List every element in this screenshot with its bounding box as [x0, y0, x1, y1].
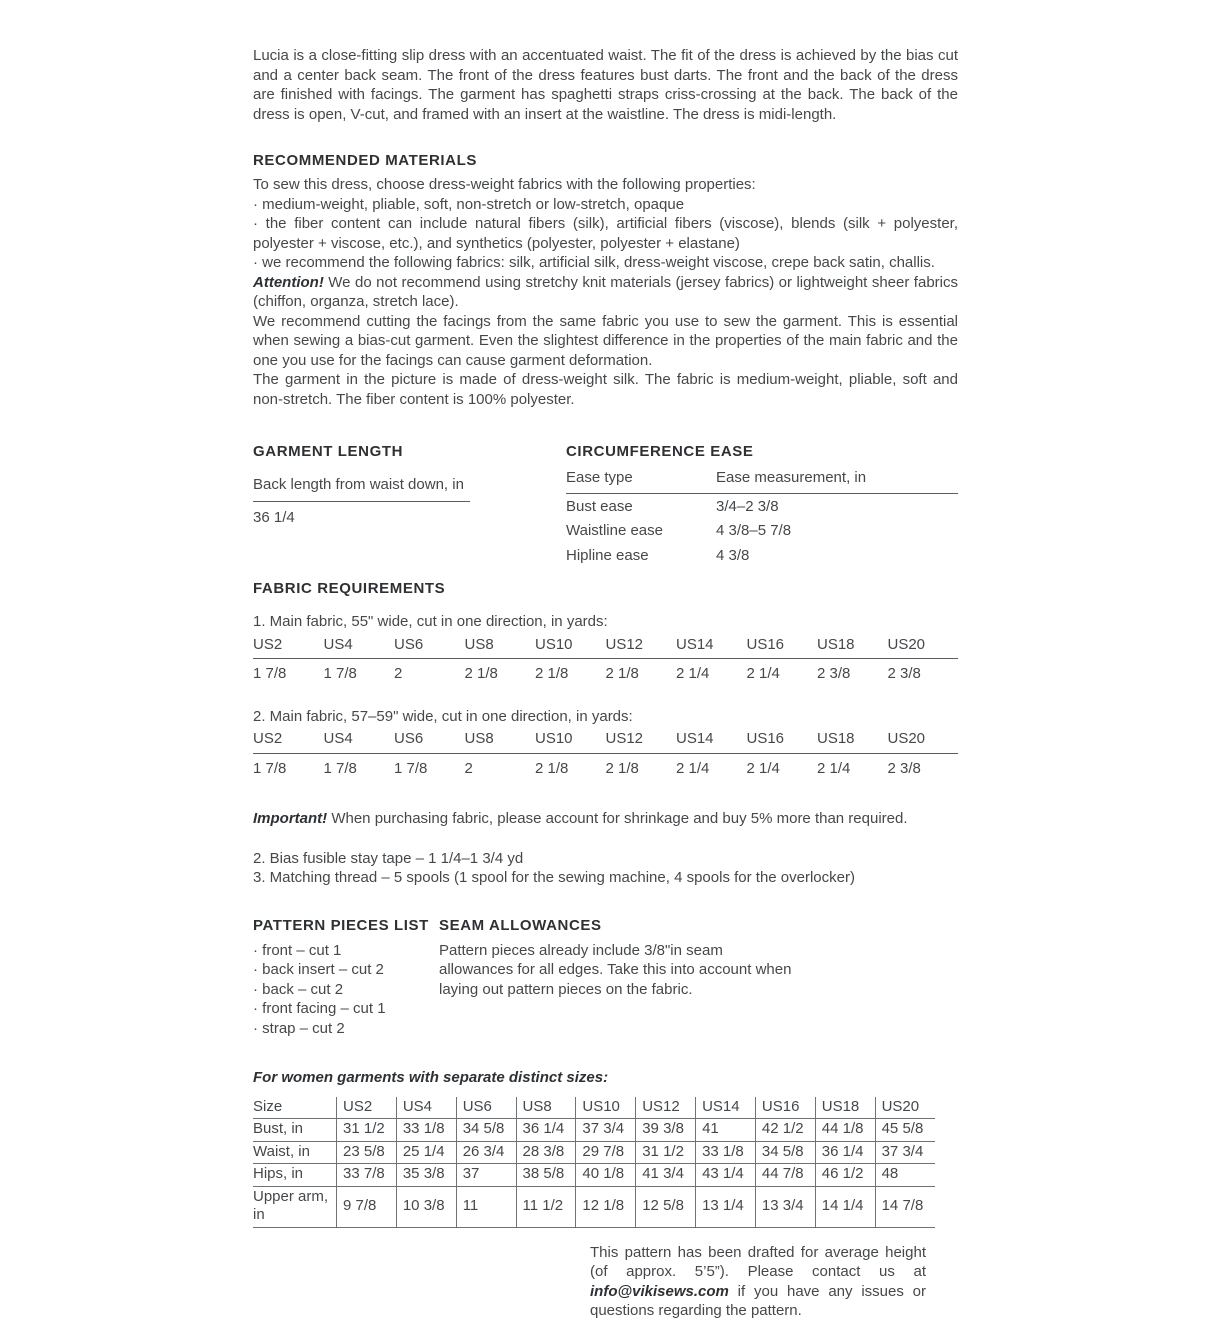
measurement-value: 36 1/4: [516, 1119, 576, 1142]
materials-paragraph: [253, 273, 958, 312]
measurement-value: 46 1/2: [815, 1164, 875, 1187]
important-text: When purchasing fabric, please account for shrinkage and buy 5% more than required.: [327, 810, 908, 827]
size-table-row-hips: [253, 1164, 935, 1187]
notion-item: 3. Matching thread – 5 spools (1 spool for the sewing machine, 4 spools for the overlocker): [253, 869, 855, 886]
yardage-value: 1 7/8: [323, 759, 357, 777]
ease-row: [566, 518, 958, 543]
fabric-table-header-row: [253, 727, 958, 753]
paragraph-text: To sew this dress, choose dress-weight fabrics with the following properties:: [253, 176, 756, 193]
circumference-ease-section: [566, 442, 958, 567]
size-column-header: US8: [465, 633, 536, 659]
yardage-value: 1 7/8: [323, 665, 357, 682]
ease-type-cell: Bust ease: [566, 497, 633, 515]
ease-value-cell: 3/4–2 3/8: [716, 497, 779, 515]
size-column-header: US20: [888, 727, 959, 753]
measurement-value: 11 1/2: [516, 1186, 576, 1227]
size-column-header: US6: [394, 727, 465, 753]
measurement-value: 12 1/8: [576, 1186, 636, 1227]
yardage-value: 2: [464, 759, 473, 777]
size-table-header-row: [253, 1097, 935, 1119]
garment-length-label: Back length from waist down, in: [253, 466, 470, 502]
fabric-table2-caption: 2. Main fabric, 57–59" wide, cut in one direction, in yards:: [253, 707, 633, 725]
size-column-header: US14: [676, 633, 747, 659]
size-column-header: US16: [755, 1097, 815, 1119]
size-column-header: US16: [747, 633, 818, 659]
ease-header-row: [566, 466, 958, 493]
size-row-label: Bust, in: [253, 1119, 337, 1142]
garment-length-section: [253, 442, 470, 567]
measurement-value: 11: [456, 1186, 516, 1227]
materials-paragraph: [253, 214, 958, 253]
pattern-piece-item: · front facing – cut 1: [253, 1000, 386, 1017]
size-column-header: US8: [516, 1097, 576, 1119]
yardage-value: 2 1/8: [535, 665, 569, 682]
notion-item: 2. Bias fusible stay tape – 1 1/4–1 3/4 yd: [253, 849, 524, 867]
pieces-seam-columns: [253, 916, 958, 1039]
pattern-piece-item: · front – cut 1: [253, 941, 342, 959]
ease-table: [566, 466, 958, 567]
ease-row: [566, 493, 958, 518]
measurement-value: 36 1/4: [815, 1141, 875, 1164]
ease-row: [566, 543, 958, 568]
footer-text-start: This pattern has been drafted for average height (of approx. 5’5”). Please contact us at: [590, 1243, 926, 1280]
size-table-row-waist: [253, 1141, 935, 1164]
size-column-header: US4: [324, 727, 395, 753]
measurement-value: 37 3/4: [576, 1119, 636, 1142]
ease-value-cell: 4 3/8–5 7/8: [716, 522, 792, 539]
measurement-value: 10 3/8: [396, 1186, 456, 1227]
measurement-value: 43 1/4: [696, 1164, 756, 1187]
yardage-value: 2 1/4: [817, 759, 851, 777]
materials-paragraph: [253, 370, 958, 409]
ease-type-cell: Hipline ease: [566, 546, 649, 564]
size-column-header: US10: [576, 1097, 636, 1119]
size-column-header: US4: [396, 1097, 456, 1119]
size-row-label: Upper arm, in: [253, 1186, 337, 1227]
measurement-value: 13 1/4: [696, 1186, 756, 1227]
fabric-table-57-59in: [253, 727, 958, 779]
yardage-value: 2: [394, 665, 403, 682]
measurement-value: 42 1/2: [755, 1119, 815, 1142]
measurement-value: 29 7/8: [576, 1141, 636, 1164]
size-column-header: US8: [465, 727, 536, 753]
fabric-requirements-section: [253, 579, 958, 888]
recommended-materials-section: [253, 151, 958, 409]
measurement-value: 39 3/8: [636, 1119, 696, 1142]
pattern-piece-item: · strap – cut 2: [253, 1019, 345, 1037]
measurement-value: 14 7/8: [875, 1186, 935, 1227]
size-column-header: US4: [324, 633, 395, 659]
measurement-value: 38 5/8: [516, 1164, 576, 1187]
materials-paragraph: [253, 312, 958, 371]
size-row-label-header: Size: [253, 1097, 337, 1119]
paragraph-text: We do not recommend using stretchy knit materials (jersey fabrics) or lightweight sheer fabrics (chiffon, organza, stretch lace).: [253, 273, 958, 310]
page-content: [253, 0, 958, 1321]
size-column-header: US12: [606, 633, 677, 659]
measurement-value: 35 3/8: [396, 1164, 456, 1187]
paragraph-text: · the fiber content can include natural fibers (silk), artificial fibers (viscose), blends (silk + polyester, polyester + viscose, etc.), and synthetics (polyester, polyester + elastane): [253, 215, 958, 252]
measurement-value: 23 5/8: [337, 1141, 397, 1164]
size-column-header: US2: [253, 727, 324, 753]
size-column-header: US20: [875, 1097, 935, 1119]
seam-allowances-text: Pattern pieces already include 3/8"in seam allowances for all edges. Take this into account when laying out pattern pieces on the fabric.: [439, 941, 792, 998]
measurements-columns: [253, 442, 958, 567]
measurement-value: 25 1/4: [396, 1141, 456, 1164]
size-column-header: US2: [337, 1097, 397, 1119]
measurement-value: 33 1/8: [696, 1141, 756, 1164]
important-note: [253, 809, 958, 829]
materials-paragraph: [253, 253, 958, 273]
size-column-header: US18: [817, 727, 888, 753]
garment-length-value: 36 1/4: [253, 508, 295, 526]
measurement-value: 37: [456, 1164, 516, 1187]
measurement-value: 9 7/8: [337, 1186, 397, 1227]
measurement-value: 12 5/8: [636, 1186, 696, 1227]
intro-paragraph: Lucia is a close-fitting slip dress with an accentuated waist. The fit of the dress is achieved by the bias cut and a center back seam. The front of the dress features bust darts. The front and the back of the dress are finished with facings. The garment has spaghetti straps criss-crossing at the back. The back of the dress is open, V-cut, and framed with an insert at the waistline. The dress is midi-length.: [253, 47, 958, 123]
yardage-value: 2 3/8: [887, 759, 921, 777]
yardage-value: 2 1/8: [605, 665, 639, 682]
measurement-value: 40 1/8: [576, 1164, 636, 1187]
size-column-header: US10: [535, 633, 606, 659]
pattern-pieces-heading: PATTERN PIECES LIST: [253, 916, 429, 934]
pattern-pieces-section: [253, 916, 439, 1039]
yardage-value: 2 1/4: [746, 759, 780, 777]
yardage-value: 1 7/8: [253, 665, 287, 682]
measurement-value: 28 3/8: [516, 1141, 576, 1164]
ease-type-column-header: Ease type: [566, 466, 716, 493]
measurement-value: 37 3/4: [875, 1141, 935, 1164]
fabric-table1-caption: 1. Main fabric, 55" wide, cut in one direction, in yards:: [253, 613, 608, 630]
materials-paragraph: [253, 175, 958, 195]
paragraph-text: · medium-weight, pliable, soft, non-stretch or low-stretch, opaque: [253, 195, 685, 213]
important-emphasis: Important!: [253, 810, 328, 827]
size-table-note: For women garments with separate distinct sizes:: [253, 1069, 609, 1086]
size-table-row-upper-arm: [253, 1186, 935, 1227]
yardage-value: 1 7/8: [253, 759, 287, 777]
measurement-value: 41 3/4: [636, 1164, 696, 1187]
yardage-value: 2 1/4: [676, 759, 710, 777]
size-column-header: US12: [636, 1097, 696, 1119]
materials-paragraph: [253, 195, 958, 215]
measurement-value: 31 1/2: [636, 1141, 696, 1164]
measurement-value: 41: [696, 1119, 756, 1142]
ease-measurement-column-header: Ease measurement, in: [716, 466, 958, 493]
pattern-piece-item: · back insert – cut 2: [253, 961, 384, 978]
size-column-header: US2: [253, 633, 324, 659]
size-column-header: US6: [394, 633, 465, 659]
fabric-requirements-heading: FABRIC REQUIREMENTS: [253, 580, 446, 597]
measurement-value: 14 1/4: [815, 1186, 875, 1227]
measurement-value: 34 5/8: [456, 1119, 516, 1142]
yardage-value: 2 1/4: [676, 665, 710, 682]
garment-length-heading: GARMENT LENGTH: [253, 443, 404, 460]
yardage-value: 2 1/4: [746, 665, 780, 682]
size-column-header: US18: [817, 633, 888, 659]
measurement-value: 45 5/8: [875, 1119, 935, 1142]
size-column-header: US20: [888, 633, 959, 659]
measurement-value: 44 7/8: [755, 1164, 815, 1187]
measurement-value: 48: [875, 1164, 935, 1187]
measurement-value: 33 7/8: [337, 1164, 397, 1187]
fabric-table-55in: [253, 633, 958, 685]
materials-paragraphs: [253, 175, 958, 409]
seam-allowances-section: [439, 916, 799, 1039]
body-measurements-table: [253, 1097, 935, 1228]
size-column-header: US6: [456, 1097, 516, 1119]
footer-note: [590, 1243, 926, 1321]
yardage-value: 2 3/8: [887, 665, 921, 682]
fabric-table-header-row: [253, 633, 958, 659]
measurement-value: 31 1/2: [337, 1119, 397, 1142]
yardage-value: 2 3/8: [817, 665, 851, 682]
seam-allowances-heading: SEAM ALLOWANCES: [439, 916, 602, 934]
measurement-value: 26 3/4: [456, 1141, 516, 1164]
ease-type-cell: Waistline ease: [566, 522, 663, 539]
paragraph-text: · we recommend the following fabrics: silk, artificial silk, dress-weight viscose, crepe back satin, challis.: [253, 254, 935, 271]
fabric-table-values-row: [253, 753, 958, 779]
size-table-row-bust: [253, 1119, 935, 1142]
size-column-header: US14: [676, 727, 747, 753]
paragraph-text: We recommend cutting the facings from the same fabric you use to sew the garment. This is essential when sewing a bias-cut garment. Even the slightest difference in the properties of the main fabric and the one you use for the facings can cause garment deformation.: [253, 312, 958, 369]
size-column-header: US18: [815, 1097, 875, 1119]
yardage-value: 2 1/8: [535, 759, 569, 777]
yardage-value: 2 1/8: [464, 665, 498, 682]
paragraph-emphasis: Attention!: [253, 273, 324, 291]
measurement-value: 34 5/8: [755, 1141, 815, 1164]
recommended-materials-heading: RECOMMENDED MATERIALS: [253, 152, 477, 169]
measurement-value: 33 1/8: [396, 1119, 456, 1142]
size-column-header: US10: [535, 727, 606, 753]
fabric-table-values-row: [253, 659, 958, 685]
pattern-piece-item: · back – cut 2: [253, 980, 344, 998]
size-row-label: Waist, in: [253, 1141, 337, 1164]
yardage-value: 2 1/8: [605, 759, 639, 777]
ease-value-cell: 4 3/8: [716, 546, 750, 564]
contact-email: info@vikisews.com: [590, 1282, 729, 1300]
circumference-ease-heading: CIRCUMFERENCE EASE: [566, 443, 754, 460]
size-column-header: US12: [606, 727, 677, 753]
size-column-header: US14: [696, 1097, 756, 1119]
yardage-value: 1 7/8: [394, 759, 428, 777]
size-row-label: Hips, in: [253, 1164, 337, 1187]
size-column-header: US16: [747, 727, 818, 753]
measurement-value: 13 3/4: [755, 1186, 815, 1227]
notions-list: [253, 849, 958, 888]
paragraph-text: The garment in the picture is made of dress-weight silk. The fabric is medium-weight, pliable, soft and non-stretch. The fiber content is 100% polyester.: [253, 371, 958, 408]
footer-text-end: if you have any issues or questions regarding the pattern.: [590, 1282, 926, 1319]
measurement-value: 44 1/8: [815, 1119, 875, 1142]
